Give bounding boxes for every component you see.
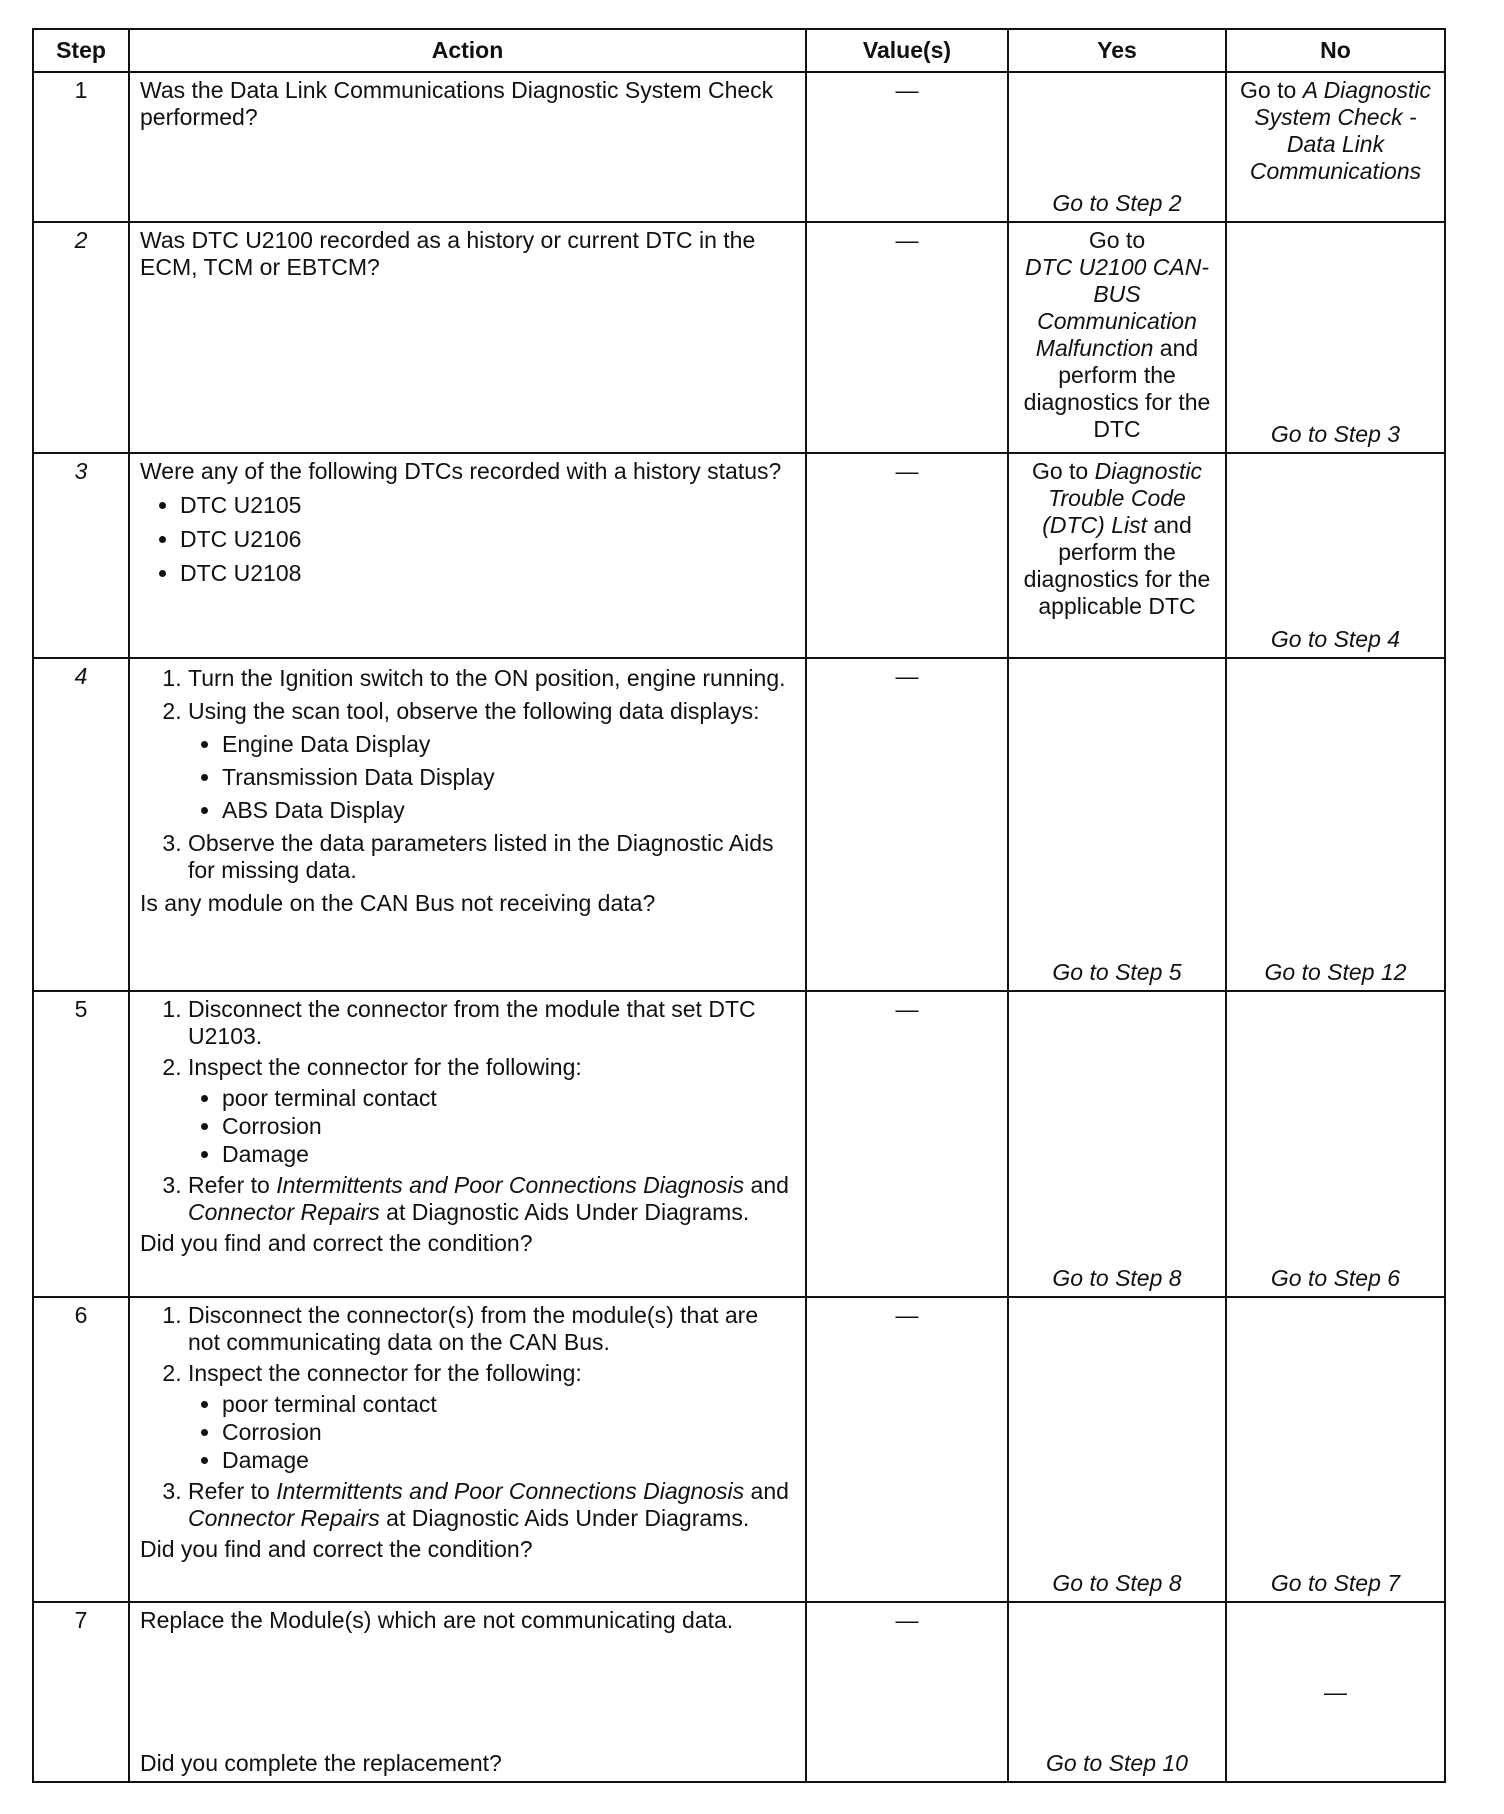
no-prefix: Go to <box>1240 77 1303 103</box>
action-cell <box>129 222 806 453</box>
value-cell: — <box>806 453 1008 658</box>
step-number: 1 <box>33 72 129 222</box>
list-item: • DTC U2108 <box>180 560 795 587</box>
no-goto[interactable]: Go to Step 7 <box>1270 1570 1401 1596</box>
procedure-step: 1. Disconnect the connector(s) from the module(s) that are not communicating data on the CAN Bus. <box>188 1302 795 1356</box>
inspect-list <box>188 1391 795 1474</box>
diagnostic-table <box>32 28 1446 1783</box>
action-text: Were any of the following DTCs recorded with a history status? <box>140 458 782 484</box>
no-goto[interactable]: Go to Step 3 <box>1270 421 1401 447</box>
list-item: • ABS Data Display <box>222 797 795 824</box>
action-cell <box>129 658 806 991</box>
header-step: Step <box>33 29 129 72</box>
action-cell <box>129 72 806 222</box>
list-item: • poor terminal contact <box>222 1391 795 1418</box>
list-item: • Corrosion <box>222 1419 795 1446</box>
step-number: 6 <box>33 1297 129 1602</box>
yes-goto[interactable]: Go to Step 2 <box>1052 190 1182 216</box>
no-cell <box>1226 72 1445 222</box>
header-yes: Yes <box>1008 29 1226 72</box>
refer-suffix: at Diagnostic Aids Under Diagrams. <box>379 1199 750 1225</box>
no-goto[interactable]: Go to Step 6 <box>1270 1265 1401 1291</box>
procedure-step-text: Using the scan tool, observe the following data displays: <box>188 698 760 724</box>
procedure-step <box>188 1360 795 1474</box>
action-cell <box>129 1297 806 1602</box>
action-cell <box>129 1602 806 1782</box>
list-item: • Damage <box>222 1141 795 1168</box>
display-list <box>188 731 795 824</box>
action-question: Is any module on the CAN Bus not receiving data? <box>140 890 656 916</box>
list-item: • DTC U2105 <box>180 492 795 519</box>
yes-goto[interactable]: Go to Step 8 <box>1052 1570 1182 1596</box>
refer-suffix: at Diagnostic Aids Under Diagrams. <box>379 1505 750 1531</box>
table-row <box>33 453 1445 658</box>
procedure-steps <box>140 996 795 1226</box>
step-number: 4 <box>33 658 129 991</box>
action-text: Replace the Module(s) which are not communicating data. <box>140 1607 734 1633</box>
yes-prefix: Go to <box>1031 458 1095 484</box>
header-action: Action <box>129 29 806 72</box>
value-cell: — <box>806 222 1008 453</box>
action-question: Did you find and correct the condition? <box>140 1536 533 1562</box>
value-cell: — <box>806 658 1008 991</box>
procedure-step <box>188 1172 795 1226</box>
no-goto-link[interactable]: A Diagnostic System Check - Data Link Communications <box>1249 77 1431 184</box>
reference-link[interactable]: Intermittents and Poor Connections Diagnosis <box>276 1478 745 1504</box>
table-row <box>33 72 1445 222</box>
list-item: • Engine Data Display <box>222 731 795 758</box>
step-number: 3 <box>33 453 129 658</box>
header-row <box>33 29 1445 72</box>
header-no: No <box>1226 29 1445 72</box>
table-row <box>33 991 1445 1297</box>
reference-link[interactable]: Intermittents and Poor Connections Diagnosis <box>276 1172 745 1198</box>
action-question: Did you complete the replacement? <box>140 1750 502 1776</box>
yes-cell <box>1008 1297 1226 1602</box>
step-number: 2 <box>33 222 129 453</box>
refer-prefix: Refer to <box>188 1478 277 1504</box>
procedure-step <box>188 698 795 824</box>
refer-prefix: Refer to <box>188 1172 277 1198</box>
value-cell: — <box>806 991 1008 1297</box>
no-cell <box>1226 453 1445 658</box>
action-text: Was the Data Link Communications Diagnostic System Check performed? <box>140 77 774 130</box>
procedure-step <box>188 1478 795 1532</box>
table-row <box>33 1297 1445 1602</box>
no-goto[interactable]: Go to Step 12 <box>1264 959 1407 985</box>
yes-cell <box>1008 658 1226 991</box>
list-item: • Corrosion <box>222 1113 795 1140</box>
yes-prefix: Go to <box>1088 227 1146 253</box>
action-text: Was DTC U2100 recorded as a history or current DTC in the ECM, TCM or EBTCM? <box>140 227 756 280</box>
refer-mid: and <box>744 1478 789 1504</box>
yes-goto-link[interactable]: Diagnostic Trouble Code (DTC) List <box>1042 458 1203 538</box>
action-question: Did you find and correct the condition? <box>140 1230 533 1256</box>
list-item: • Transmission Data Display <box>222 764 795 791</box>
yes-goto-link[interactable]: DTC U2100 CAN-BUS Communication Malfunction <box>1024 254 1210 361</box>
no-goto[interactable]: Go to Step 4 <box>1270 626 1401 652</box>
table-row <box>33 658 1445 991</box>
list-item: • Damage <box>222 1447 795 1474</box>
refer-mid: and <box>744 1172 789 1198</box>
no-cell <box>1226 222 1445 453</box>
value-cell: — <box>806 1297 1008 1602</box>
action-cell <box>129 453 806 658</box>
dtc-list <box>140 492 795 587</box>
procedure-step-text: Inspect the connector for the following: <box>188 1054 582 1080</box>
step-number: 5 <box>33 991 129 1297</box>
table-row <box>33 1602 1445 1782</box>
no-cell: — <box>1226 1602 1445 1782</box>
inspect-list <box>188 1085 795 1168</box>
list-item: • poor terminal contact <box>222 1085 795 1112</box>
yes-cell <box>1008 222 1226 453</box>
yes-suffix: and perform the diagnostics for the applicable DTC <box>1023 512 1211 619</box>
procedure-steps <box>140 1302 795 1532</box>
procedure-step: 1. Turn the Ignition switch to the ON position, engine running. <box>188 665 795 692</box>
value-cell: — <box>806 1602 1008 1782</box>
yes-goto[interactable]: Go to Step 8 <box>1052 1265 1182 1291</box>
no-cell <box>1226 991 1445 1297</box>
yes-cell <box>1008 453 1226 658</box>
procedure-step <box>188 1054 795 1168</box>
no-cell <box>1226 1297 1445 1602</box>
procedure-step-text: Inspect the connector for the following: <box>188 1360 582 1386</box>
header-values: Value(s) <box>806 29 1008 72</box>
yes-cell <box>1008 1602 1226 1782</box>
reference-link[interactable]: Connector Repairs <box>188 1505 380 1531</box>
procedure-step: 3. Observe the data parameters listed in the Diagnostic Aids for missing data. <box>188 830 795 884</box>
action-cell <box>129 991 806 1297</box>
table-row <box>33 222 1445 453</box>
no-cell <box>1226 658 1445 991</box>
yes-suffix: and perform the diagnostics for the DTC <box>1023 335 1211 442</box>
yes-goto[interactable]: Go to Step 5 <box>1052 959 1182 985</box>
yes-goto[interactable]: Go to Step 10 <box>1046 1750 1188 1776</box>
procedure-steps <box>140 665 795 884</box>
list-item: • DTC U2106 <box>180 526 795 553</box>
step-number: 7 <box>33 1602 129 1782</box>
value-cell: — <box>806 72 1008 222</box>
procedure-step: 1. Disconnect the connector from the module that set DTC U2103. <box>188 996 795 1050</box>
yes-cell <box>1008 991 1226 1297</box>
yes-cell <box>1008 72 1226 222</box>
reference-link[interactable]: Connector Repairs <box>188 1199 380 1225</box>
